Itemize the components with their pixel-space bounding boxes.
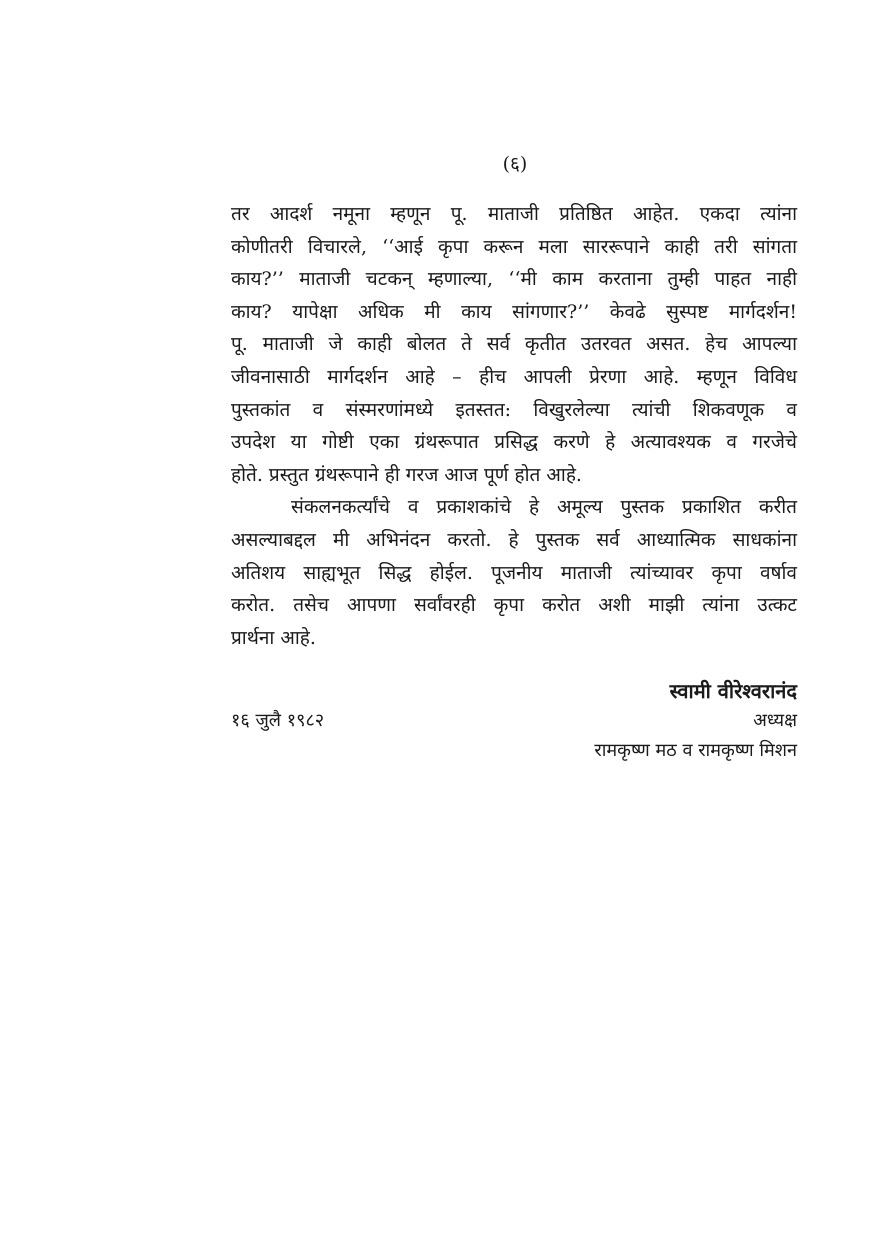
text-line: होते. प्रस्तुत ग्रंथरूपाने ही गरज आज पूर्ण होत आहे. xyxy=(231,463,582,486)
text-line: असल्याबद्दल मी अभिनंदन करतो. हे पुस्तक सर्व आध्यात्मिक साधकांना xyxy=(231,528,797,551)
text-line: करोत. तसेच आपणा सर्वांवरही कृपा करोत अशी माझी त्यांना उत्कट xyxy=(231,594,797,617)
body-text xyxy=(231,198,797,654)
page-number: (६) xyxy=(502,153,528,175)
text-line: कोणीतरी विचारले, ‘‘आई कृपा करून मला साररूपाने काही तरी सांगता xyxy=(231,235,797,258)
signature-block xyxy=(231,676,797,766)
text-line: प्रार्थना आहे. xyxy=(231,626,316,649)
text-line: जीवनासाठी मार्गदर्शन आहे – हीच आपली प्रेरणा आहे. म्हणून विविध xyxy=(231,365,797,388)
signer-name: स्वामी वीरेश्वरानंद xyxy=(669,679,797,703)
text-line: पू. माताजी जे काही बोलत ते सर्व कृतीत उतरवत असत. हेच आपल्या xyxy=(231,333,797,356)
paragraph-1 xyxy=(231,198,797,491)
text-line: काय?’’ माताजी चटकन् म्हणाल्या, ‘‘मी काम करताना तुम्ही पाहत नाही xyxy=(231,268,797,291)
text-line: संकलनकर्त्यांचे व प्रकाशकांचे हे अमूल्य पुस्तक प्रकाशित करीत xyxy=(291,496,797,519)
signer-title: अध्यक्ष xyxy=(753,710,797,731)
text-line: काय? यापेक्षा अधिक मी काय सांगणार?’’ केवढे सुस्पष्ट मार्गदर्शन! xyxy=(231,300,797,323)
text-line: पुस्तकांत व संस्मरणांमध्ये इतस्तत: विखुरलेल्या त्यांची शिकवणूक व xyxy=(231,398,797,421)
text-line: अतिशय साह्यभूत सिद्ध होईल. पूजनीय माताजी त्यांच्यावर कृपा वर्षाव xyxy=(231,561,797,584)
paragraph-2 xyxy=(231,491,797,654)
text-line: तर आदर्श नमूना म्हणून पू. माताजी प्रतिष्ठित आहेत. एकदा त्यांना xyxy=(231,203,797,225)
signature-date: १६ जुलै १९८२ xyxy=(231,710,325,731)
date-title-row xyxy=(231,706,797,736)
text-line: उपदेश या गोष्टी एका ग्रंथरूपात प्रसिद्ध करणे हे अत्यावश्यक व गरजेचे xyxy=(231,431,797,454)
signer-organization: रामकृष्ण मठ व रामकृष्ण मिशन xyxy=(594,740,797,761)
